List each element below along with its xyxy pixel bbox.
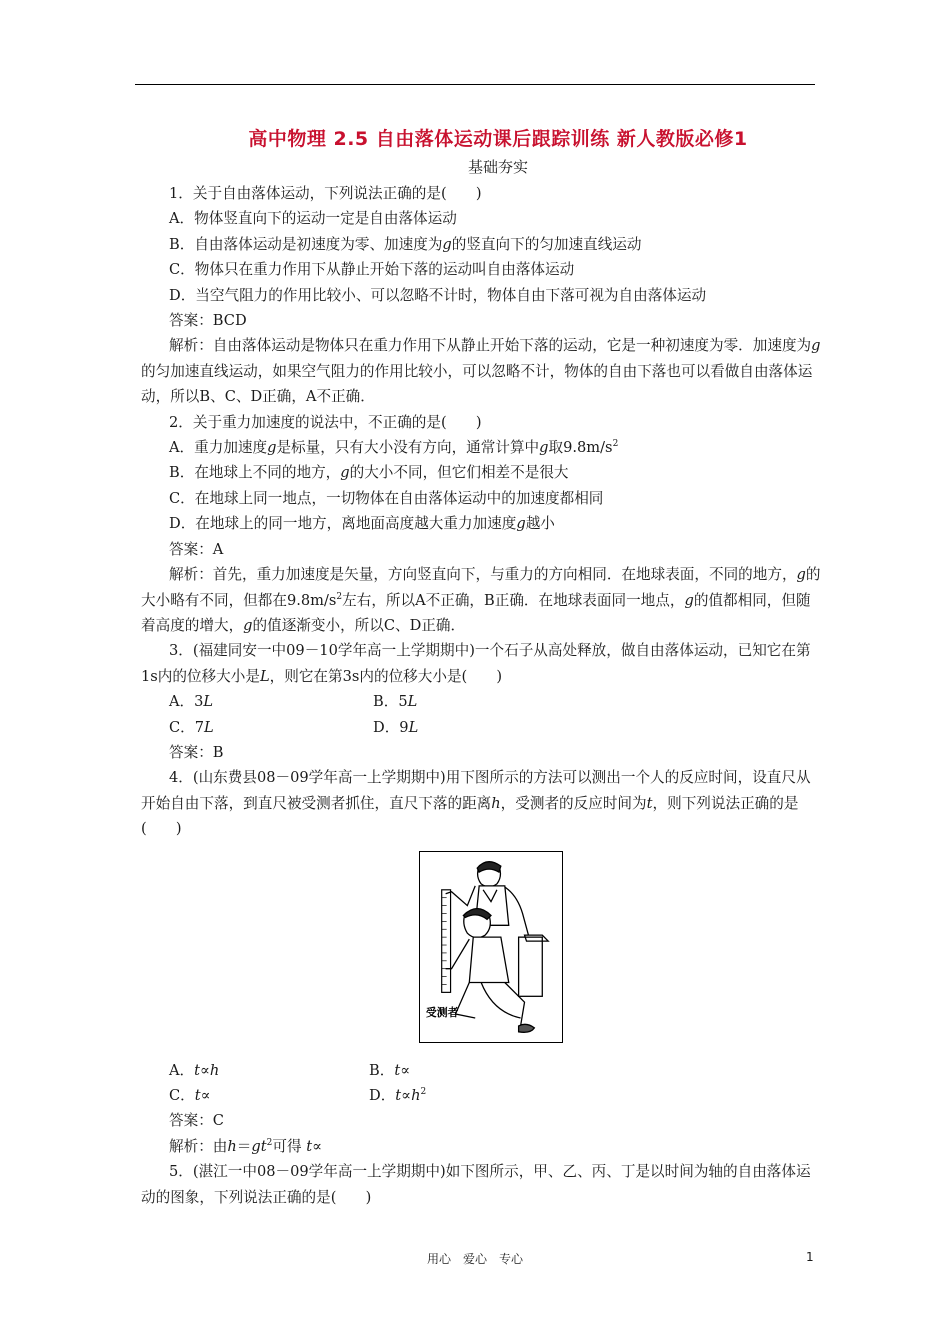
figure-label: 受测者 (425, 1005, 459, 1019)
q4-stem: 4．(山东费县08－09学年高一上学期期中)用下图所示的方法可以测出一个人的反应时间，设直尺从开始自由下落，到直尺被受测者抓住，直尺下落的距离h，受测者的反应时间为t，则下列说法正确的是( ) (141, 769, 811, 838)
q4-figure-area (141, 842, 821, 1058)
document-body (141, 181, 821, 1210)
q3-option-b: B．5L (373, 693, 418, 711)
page-number: 1 (806, 1250, 814, 1264)
ruler-shape (442, 889, 451, 992)
q4-option-b: B．t∝ (369, 1061, 411, 1079)
q4-option-a: A．t∝h (169, 1061, 220, 1079)
q2-stem: 2．关于重力加速度的说法中，不正确的是( ) (169, 413, 482, 431)
q3-answer: 答案：B (169, 743, 224, 761)
q1-option-d: D．当空气阻力的作用比较小、可以忽略不计时，物体自由下落可视为自由落体运动 (169, 286, 707, 304)
q1-stem: 1．关于自由落体运动，下列说法正确的是( ) (169, 185, 482, 202)
section-heading: 基础夯实 (467, 158, 528, 176)
q2-option-a: A．重力加速度g是标量，只有大小没有方向，通常计算中g取$9.8m/s^2$ (169, 439, 619, 457)
q2-option-b: B．在地球上不同的地方，g的大小不同，但它们相差不是很大 (169, 464, 569, 482)
footer-text: 用心 爱心 专心 (426, 1252, 523, 1266)
q2-option-c: C．在地球上同一地点，一切物体在自由落体运动中的加速度都相同 (169, 489, 604, 507)
q1-analysis: 解析：自由落体运动是物体只在重力作用下从静止开始下落的运动，它是一种初速度为零．加速度为g的匀加速直线运动，如果空气阻力的作用比较小，可以忽略不计，物体的自由下落也可以看做自由落体运动，所以B、C、D正确，A不正确． (141, 337, 821, 406)
q4-options-row-2 (141, 1083, 821, 1108)
header-rule (135, 84, 815, 85)
q1-answer: 答案：BCD (169, 312, 247, 330)
q3-option-c: C．7L (169, 718, 214, 736)
q1-option-a: A．物体竖直向下的运动一定是自由落体运动 (169, 210, 457, 228)
q3-option-d: D．9L (373, 718, 419, 736)
q4-options-row-1 (141, 1058, 821, 1083)
q3-stem: 3．(福建同安一中09－10学年高一上学期期中)一个石子从高处释放，做自由落体运动，已知它在第1s内的位移大小是L，则它在第3s内的位移大小是( ) (141, 642, 811, 685)
q2-option-d: D．在地球上的同一地方，离地面高度越大重力加速度g越小 (169, 515, 555, 533)
q1-option-b: B．自由落体运动是初速度为零、加速度为g的竖直向下的匀加速直线运动 (169, 235, 642, 253)
q2-analysis: 解析：首先，重力加速度是矢量，方向竖直向下，与重力的方向相同．在地球表面，不同的地方，g的大小略有不同，但都在$9.8m/s^2$左右，所以A不正确，B正确．在地球表面同一地点，g的值都相同，但随着高度的增大，g的值逐渐变小，所以C、D正确． (141, 566, 821, 634)
q3-options-row-2 (141, 715, 821, 740)
q4-analysis: 解析：由$h=gt^2$可得 t∝ (169, 1137, 322, 1155)
q2-answer: 答案：A (169, 540, 224, 558)
q3-options-row-1 (141, 689, 821, 714)
q1-option-c: C．物体只在重力作用下从静止开始下落的运动叫自由落体运动 (169, 261, 575, 279)
reaction-time-drawing (420, 852, 562, 1042)
q3-option-a: A．3L (169, 693, 214, 711)
reaction-time-illustration (419, 851, 563, 1043)
q4-option-d: D．$t\propto h^2$ (369, 1086, 427, 1104)
q4-answer: 答案：C (169, 1112, 224, 1130)
q5-stem: 5．(湛江一中08－09学年高一上学期期中)如下图所示，甲、乙、丙、丁是以时间为轴的自由落体运动的图象，下列说法正确的是( ) (141, 1163, 811, 1206)
document-title: 高中物理 2.5 自由落体运动课后跟踪训练 新人教版必修1 (248, 128, 748, 150)
q4-option-c: C．t∝ (169, 1086, 211, 1104)
